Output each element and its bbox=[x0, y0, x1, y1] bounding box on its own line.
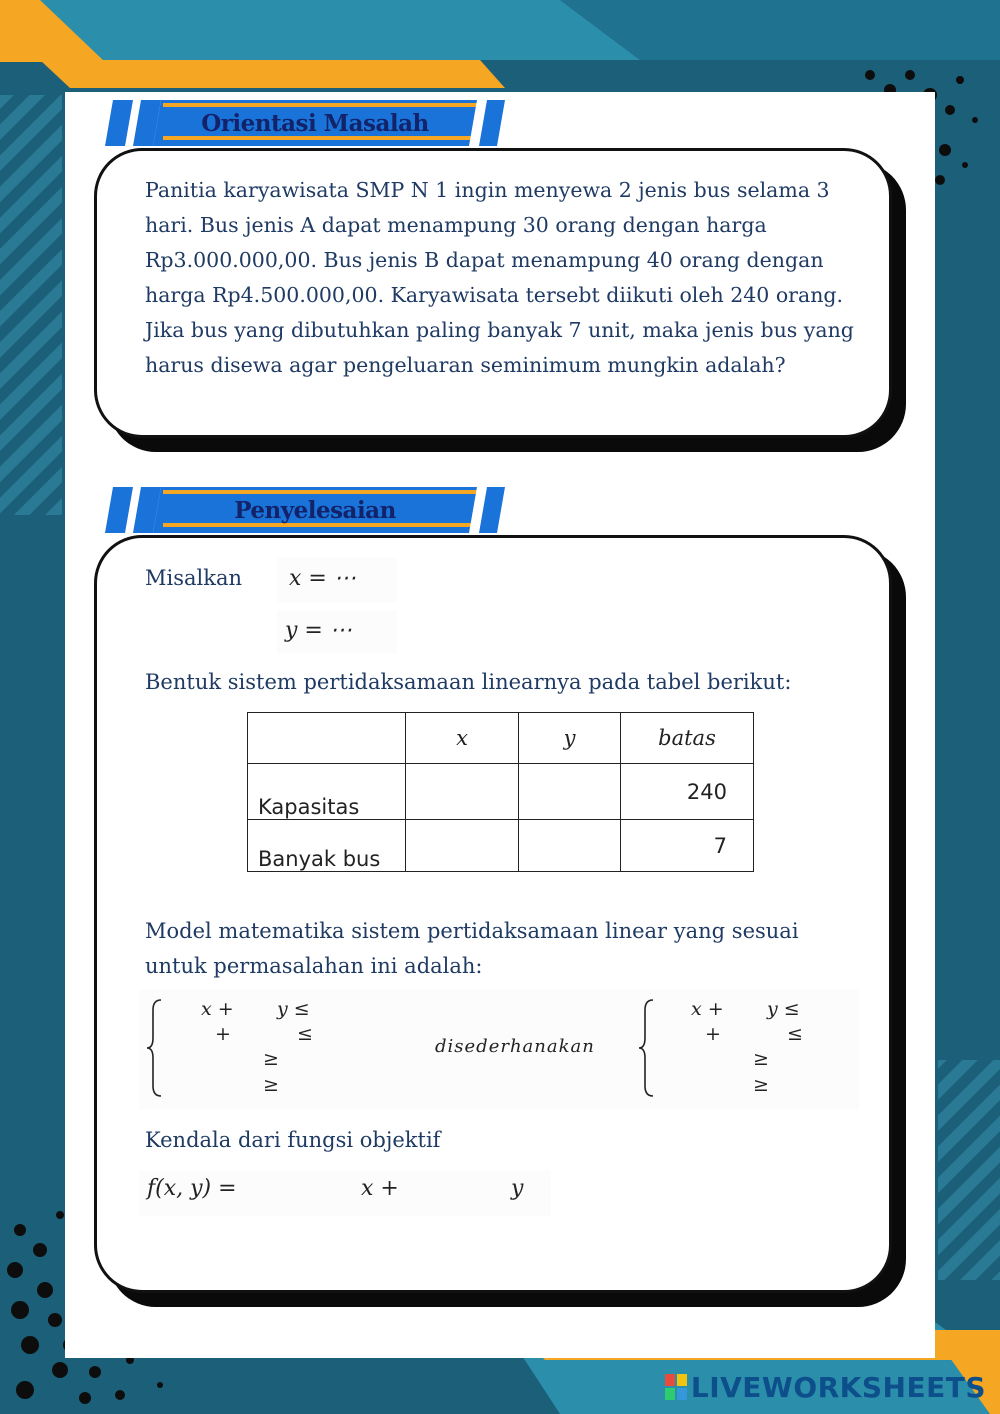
table-input-bus-y[interactable] bbox=[519, 820, 621, 872]
table-batas-bus: 7 bbox=[621, 820, 754, 872]
table-row-label: Banyak bus bbox=[248, 820, 406, 872]
table-header-x: x bbox=[406, 713, 519, 764]
solution-title: Penyelesaian bbox=[234, 496, 396, 524]
left-row3: ≥ bbox=[263, 1048, 279, 1070]
var-y-definition[interactable]: y = ⋯ bbox=[285, 618, 352, 643]
table-input-kapasitas-x[interactable] bbox=[406, 764, 519, 820]
objective-lhs: f(x, y) = bbox=[147, 1176, 237, 1201]
liveworksheets-logo-icon bbox=[665, 1374, 687, 1400]
right-row3: ≥ bbox=[753, 1048, 769, 1070]
right-row2-b: ≤ bbox=[787, 1023, 803, 1045]
liveworksheets-logo-text: LIVEWORKSHEETS bbox=[690, 1370, 986, 1404]
liveworksheets-logo bbox=[665, 1370, 986, 1404]
objective-x[interactable]: x + bbox=[361, 1176, 399, 1201]
objective-intro: Kendala dari fungsi objektif bbox=[145, 1128, 441, 1152]
left-brace-icon bbox=[145, 998, 165, 1098]
left-row2-a: + bbox=[215, 1023, 231, 1045]
right-row1-b: y ≤ bbox=[767, 998, 800, 1020]
table-header-y: y bbox=[519, 713, 621, 764]
problem-card bbox=[94, 148, 892, 438]
right-row4: ≥ bbox=[753, 1074, 769, 1096]
problem-text: Panitia karyawisata SMP N 1 ingin menyewa 2 jenis bus selama 3 hari. Bus jenis A dapat menampung 30 orang dengan harga Rp3.000.000,00. Bus jenis B dapat menampung 40 orang dengan harga Rp4.500.000,00. Karyawisata tersebt diikuti oleh 240 orang. Jika bus yang dibutuhkan paling banyak 7 unit, maka jenis bus yang harus disewa agar pengeluaran seminimum mungkin adalah? bbox=[145, 178, 854, 377]
table-intro: Bentuk sistem pertidaksamaan linearnya pada tabel berikut: bbox=[145, 670, 792, 694]
right-brace-icon bbox=[637, 998, 657, 1098]
inequality-table bbox=[247, 712, 754, 872]
left-row2-b: ≤ bbox=[297, 1023, 313, 1045]
table-input-bus-x[interactable] bbox=[406, 820, 519, 872]
table-input-kapasitas-y[interactable] bbox=[519, 764, 621, 820]
left-row1-b: y ≤ bbox=[277, 998, 310, 1020]
right-row2-a: + bbox=[705, 1023, 721, 1045]
simplified-label: disederhanakan bbox=[435, 1036, 595, 1057]
table-header-empty bbox=[248, 713, 406, 764]
left-row4: ≥ bbox=[263, 1074, 279, 1096]
solution-card bbox=[94, 535, 892, 1293]
table-header-batas: batas bbox=[621, 713, 754, 764]
objective-y[interactable]: y bbox=[511, 1176, 524, 1201]
table-batas-kapasitas: 240 bbox=[621, 764, 754, 820]
left-row1-a: x + bbox=[201, 998, 234, 1020]
table-row-label: Kapasitas bbox=[248, 764, 406, 820]
solution-banner bbox=[105, 487, 505, 533]
var-x-definition[interactable]: x = ⋯ bbox=[289, 566, 356, 591]
model-intro: Model matematika sistem pertidaksamaan linear yang sesuai untuk permasalahan ini adalah: bbox=[145, 919, 799, 978]
right-row1-a: x + bbox=[691, 998, 724, 1020]
orientation-banner bbox=[105, 100, 505, 146]
misalkan-label: Misalkan bbox=[145, 566, 243, 590]
orientation-title: Orientasi Masalah bbox=[201, 109, 429, 137]
